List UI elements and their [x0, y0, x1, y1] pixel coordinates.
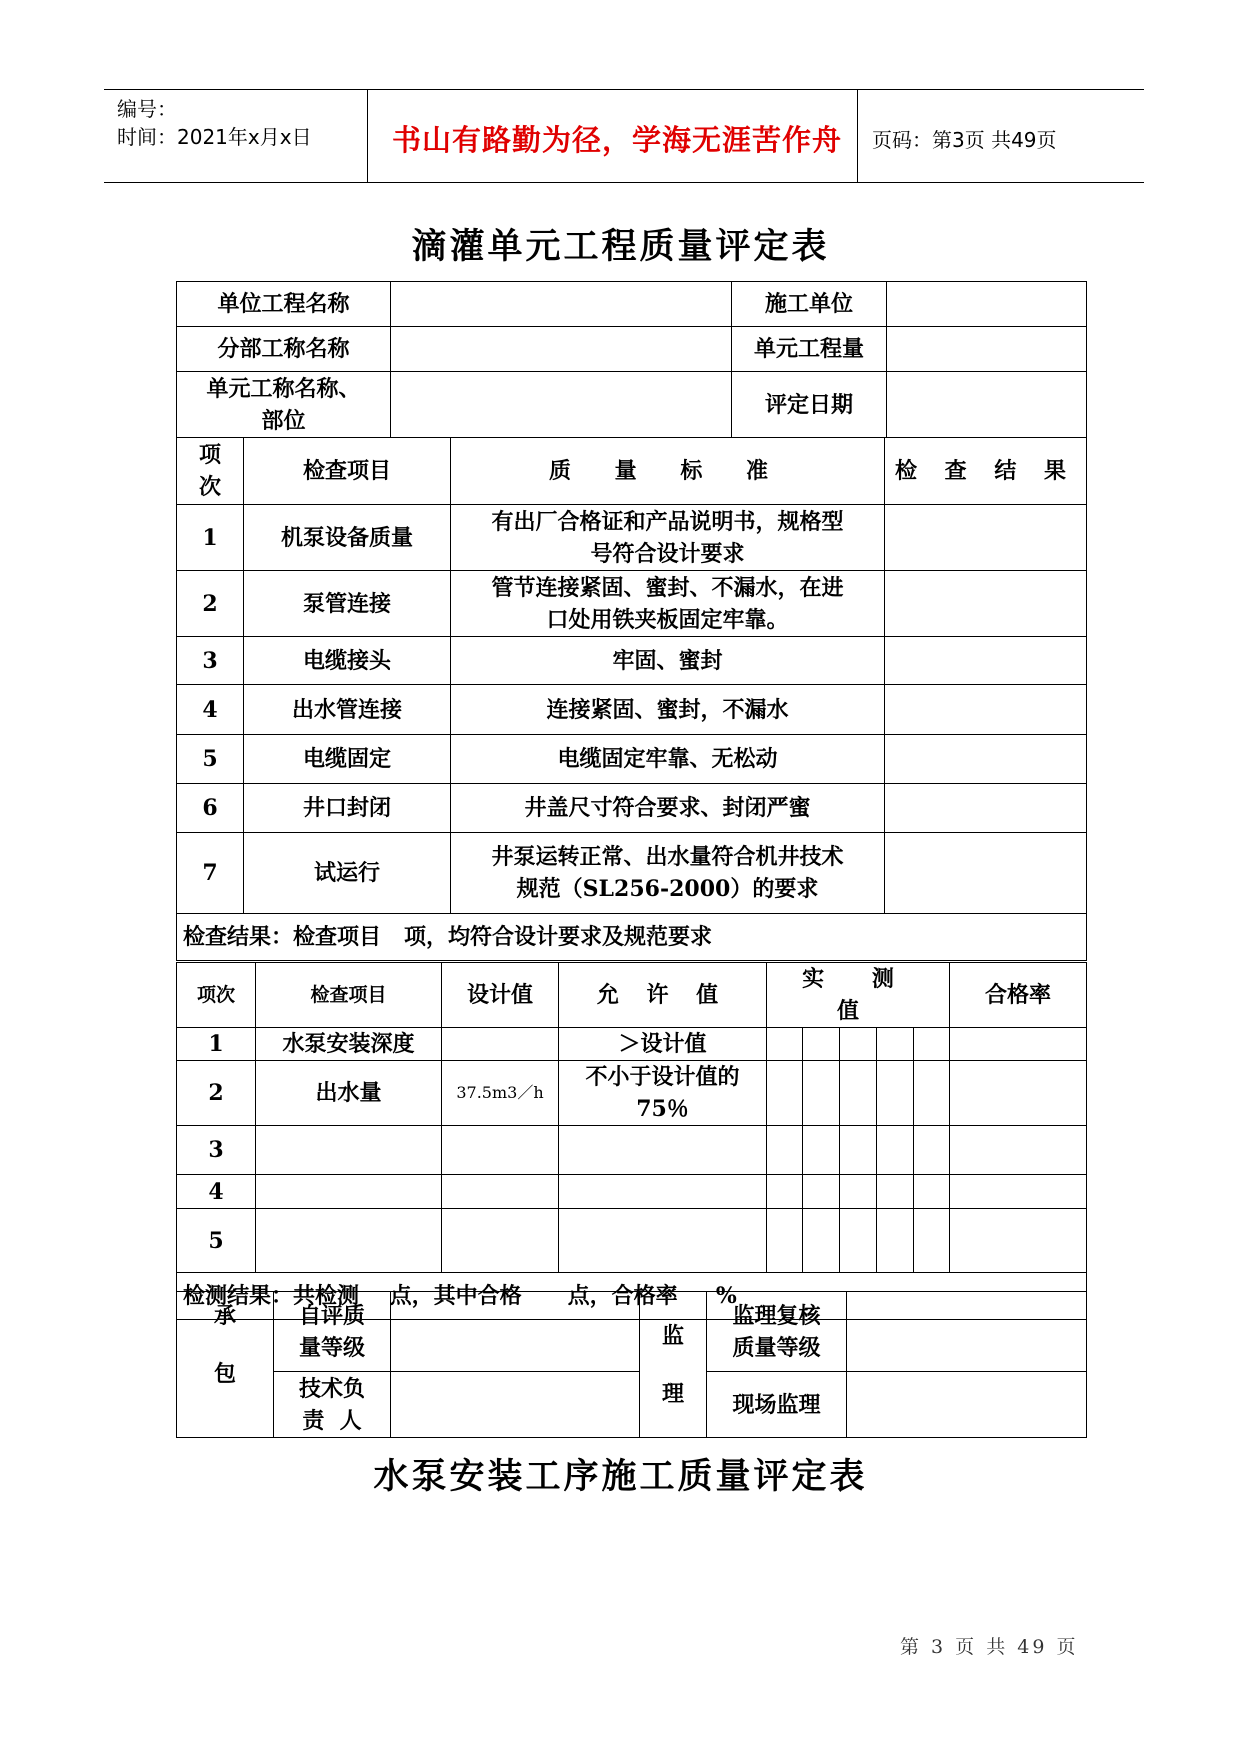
measure-row-rate [950, 1209, 1087, 1273]
check-row-no: 6 [177, 784, 244, 833]
table-row [177, 784, 1087, 833]
measure-actual-header: 实 测 值 [767, 963, 950, 1028]
check-row-item: 井口封闭 [244, 784, 451, 833]
check-row-standard: 连接紧固、蜜封，不漏水 [451, 685, 885, 735]
unit-part-name-line2: 部位 [261, 407, 306, 434]
signoff-table [176, 1291, 1087, 1438]
measure-row-allow [559, 1209, 767, 1273]
measure-no-header: 项次 [177, 963, 256, 1028]
self-eval-line1: 自评质 [298, 1302, 365, 1329]
division-name-label: 分部工称名称 [177, 327, 391, 372]
measure-item-header: 检查项目 [256, 963, 442, 1028]
check-row-result [885, 571, 1087, 637]
site-supervisor-value [847, 1372, 1087, 1438]
measure-cell [914, 1126, 950, 1175]
measure-cell [877, 1061, 914, 1126]
standard-line2: 号符合设计要求 [590, 540, 745, 567]
eval-date-value [887, 372, 1087, 438]
site-supervisor-label: 现场监理 [707, 1372, 847, 1438]
allow-line2: 75％ [636, 1096, 689, 1122]
measure-row-no: 2 [177, 1061, 256, 1126]
measure-cell [840, 1209, 877, 1273]
review-grade-label [707, 1292, 847, 1372]
check-row-no: 4 [177, 685, 244, 735]
measure-cell [767, 1126, 803, 1175]
check-row-standard: 电缆固定牢靠、无松动 [451, 735, 885, 784]
check-standard-header: 质 量 标 准 [451, 438, 885, 505]
contractor-label [177, 1292, 274, 1438]
check-row-no: 5 [177, 735, 244, 784]
header-bottom-rule [104, 182, 1144, 183]
measure-row-allow [559, 1061, 767, 1126]
unit-project-name-label: 单位工程名称 [177, 282, 391, 327]
measure-cell [914, 1028, 950, 1061]
check-row-item: 泵管连接 [244, 571, 451, 637]
measure-row-allow: ＞设计值 [559, 1028, 767, 1061]
standard-line2: 规范（SL256-2000）的要求 [516, 876, 819, 902]
header-divider-left [367, 89, 368, 182]
allow-line1: 不小于设计值的 [585, 1064, 740, 1090]
unit-part-name-label [177, 372, 391, 438]
check-row-no: 2 [177, 571, 244, 637]
supervisor-label-line1: 监 [661, 1322, 684, 1349]
measure-row-design [442, 1028, 559, 1061]
check-row-standard [451, 505, 885, 571]
check-row-standard: 牢固、蜜封 [451, 637, 885, 685]
measure-cell [914, 1175, 950, 1209]
measure-cell [803, 1028, 840, 1061]
check-row-result [885, 735, 1087, 784]
review-grade-line1: 监理复核 [732, 1302, 821, 1329]
check-row-standard [451, 571, 885, 637]
measure-cell [877, 1175, 914, 1209]
measure-row-design [442, 1126, 559, 1175]
check-row-standard: 井盖尺寸符合要求、封闭严蜜 [451, 784, 885, 833]
measure-rate-header: 合格率 [950, 963, 1087, 1028]
measure-allow-header: 允 许 值 [559, 963, 767, 1028]
tech-lead-label [274, 1372, 391, 1438]
measure-row-rate [950, 1175, 1087, 1209]
measure-summary: 检测结果：共检测 点，其中合格 点，合格率 % [177, 1273, 1087, 1320]
standard-line1: 管节连接紧固、蜜封、不漏水，在进 [491, 574, 844, 601]
measure-row-no: 5 [177, 1209, 256, 1273]
page-footer: 第 3 页 共 49 页 [900, 1636, 1079, 1658]
contractor-label-line1: 承 [213, 1303, 236, 1329]
header-page-info: 页码：第3页 共49页 [872, 128, 1057, 152]
supervisor-label-line2: 理 [661, 1380, 684, 1407]
tech-lead-line1: 技术负 [298, 1375, 365, 1402]
measure-row-design [442, 1175, 559, 1209]
unit-quantity-label: 单元工程量 [732, 327, 887, 372]
check-row-result [885, 784, 1087, 833]
measure-design-header: 设计值 [442, 963, 559, 1028]
measure-row-item: 出水量 [256, 1061, 442, 1126]
measure-cell [877, 1028, 914, 1061]
self-eval-value [391, 1292, 640, 1372]
quality-check-table [176, 437, 1087, 961]
measure-row-design [442, 1209, 559, 1273]
division-name-value [391, 327, 732, 372]
tech-lead-value [391, 1372, 640, 1438]
standard-line1: 井泵运转正常、出水量符合机井技术 [491, 844, 844, 870]
measure-row-item: 水泵安装深度 [256, 1028, 442, 1061]
measure-row-allow [559, 1126, 767, 1175]
measure-cell [767, 1175, 803, 1209]
check-row-result [885, 833, 1087, 914]
measure-cell [877, 1209, 914, 1273]
measure-cell [803, 1175, 840, 1209]
measure-row-rate [950, 1126, 1087, 1175]
header-top-rule [104, 89, 1144, 90]
measure-cell [840, 1061, 877, 1126]
self-eval-label [274, 1292, 391, 1372]
header-motto: 书山有路勤为径，学海无涯苦作舟 [392, 123, 843, 157]
check-summary: 检查结果：检查项目 项，均符合设计要求及规范要求 [177, 914, 1087, 961]
next-section-title: 水泵安装工序施工质量评定表 [373, 1456, 868, 1497]
table-row [177, 685, 1087, 735]
measure-cell [840, 1175, 877, 1209]
measure-cell [803, 1209, 840, 1273]
measure-cell [914, 1209, 950, 1273]
measure-row-design: 37.5m3／h [442, 1061, 559, 1126]
unit-part-name-line1: 单元工称名称、 [206, 375, 361, 402]
measure-row-no: 3 [177, 1126, 256, 1175]
document-time: 时间：2021年x月x日 [117, 125, 312, 149]
table-row [177, 637, 1087, 685]
measure-row-item [256, 1209, 442, 1273]
measure-row-rate [950, 1028, 1087, 1061]
table-row [177, 1209, 1087, 1273]
measure-row-no: 1 [177, 1028, 256, 1061]
measure-cell [803, 1126, 840, 1175]
table-row [177, 571, 1087, 637]
check-row-no: 3 [177, 637, 244, 685]
measure-cell [767, 1209, 803, 1273]
supervisor-label [640, 1292, 707, 1438]
standard-line1: 有出厂合格证和产品说明书，规格型 [491, 508, 844, 535]
header-divider-right [857, 89, 858, 182]
project-info-table [176, 281, 1087, 438]
measure-cell [767, 1061, 803, 1126]
table-row [177, 1175, 1087, 1209]
unit-part-name-value [391, 372, 732, 438]
check-no-header-line1: 项 [198, 442, 221, 468]
check-row-result [885, 685, 1087, 735]
document-number-label: 编号： [117, 97, 177, 121]
check-row-item: 试运行 [244, 833, 451, 914]
measure-cell [840, 1028, 877, 1061]
table-row [177, 1126, 1087, 1175]
measurement-table [176, 962, 1087, 1320]
check-row-result [885, 637, 1087, 685]
unit-project-name-value [391, 282, 732, 327]
table-row [177, 735, 1087, 784]
review-grade-value [847, 1292, 1087, 1372]
eval-date-label: 评定日期 [732, 372, 887, 438]
standard-line2: 口处用铁夹板固定牢靠。 [546, 606, 789, 633]
unit-quantity-value [887, 327, 1087, 372]
measure-row-rate [950, 1061, 1087, 1126]
measure-row-item [256, 1126, 442, 1175]
construction-unit-value [887, 282, 1087, 327]
table-row [177, 833, 1087, 914]
check-result-header: 检 查 结 果 [885, 438, 1087, 505]
contractor-label-line2: 包 [213, 1361, 236, 1387]
check-row-item: 电缆固定 [244, 735, 451, 784]
check-row-item: 电缆接头 [244, 637, 451, 685]
check-row-no: 7 [177, 833, 244, 914]
check-item-header: 检查项目 [244, 438, 451, 505]
measure-cell [877, 1126, 914, 1175]
table-row [177, 1028, 1087, 1061]
measure-cell [840, 1126, 877, 1175]
construction-unit-label: 施工单位 [732, 282, 887, 327]
check-row-item: 出水管连接 [244, 685, 451, 735]
page-title: 滴灌单元工程质量评定表 [411, 226, 830, 267]
measure-cell [767, 1028, 803, 1061]
measure-row-item [256, 1175, 442, 1209]
check-row-item: 机泵设备质量 [244, 505, 451, 571]
measure-row-no: 4 [177, 1175, 256, 1209]
measure-cell [803, 1061, 840, 1126]
table-row [177, 1061, 1087, 1126]
measure-row-allow [559, 1175, 767, 1209]
check-row-no: 1 [177, 505, 244, 571]
check-row-standard [451, 833, 885, 914]
check-no-header [177, 438, 244, 505]
review-grade-line2: 质量等级 [732, 1334, 821, 1361]
table-row [177, 505, 1087, 571]
check-row-result [885, 505, 1087, 571]
measure-cell [914, 1061, 950, 1126]
tech-lead-line2: 责 人 [302, 1407, 362, 1434]
check-no-header-line2: 次 [198, 474, 221, 500]
self-eval-line2: 量等级 [298, 1334, 365, 1361]
